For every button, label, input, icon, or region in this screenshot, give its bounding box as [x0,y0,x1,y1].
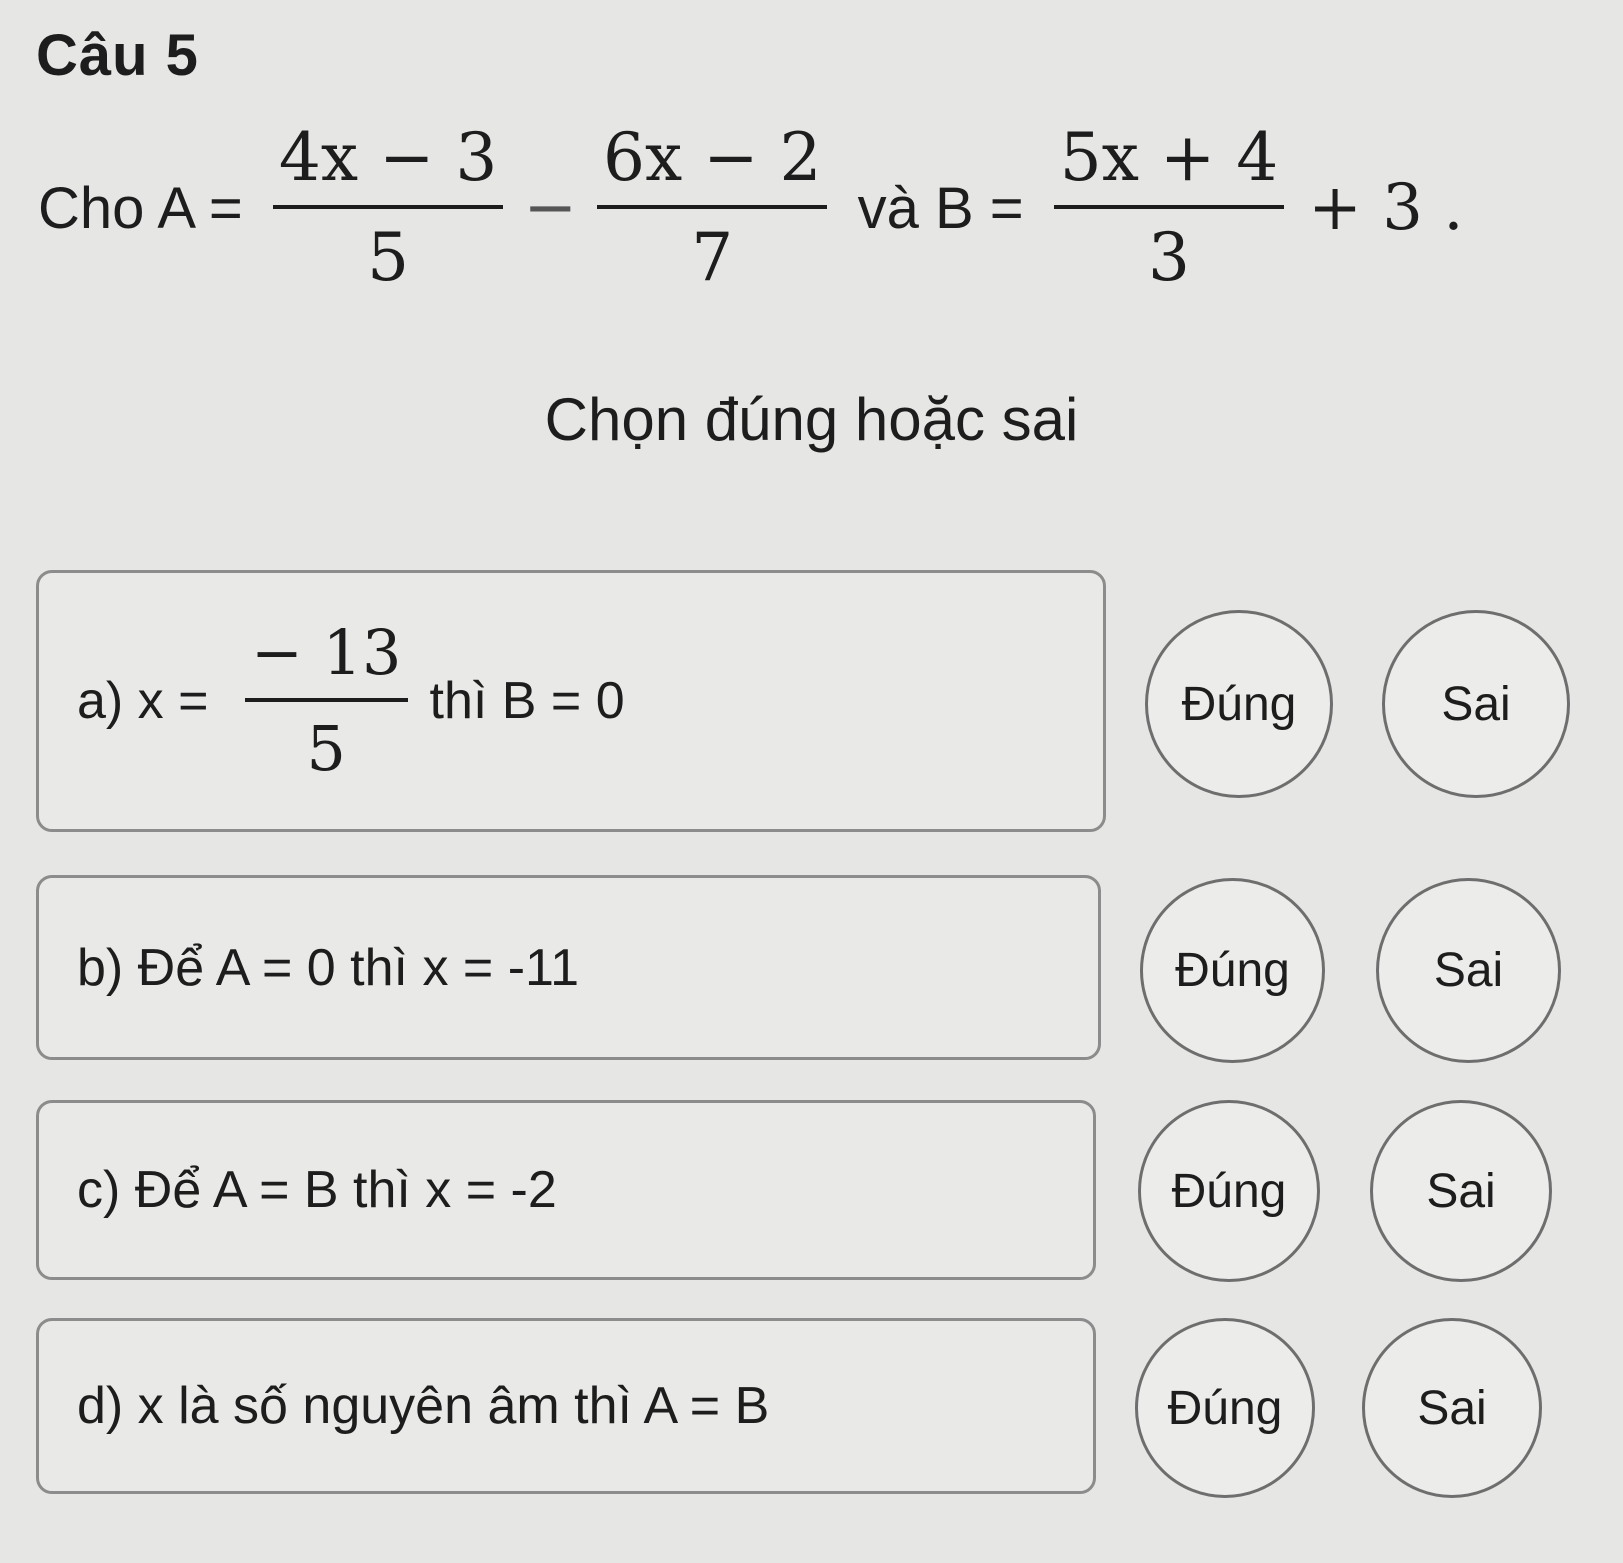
statement-d-text: d) x là số nguyên âm thì A = B [77,1377,770,1435]
fraction-bar [245,698,408,702]
fraction-denominator: 5 [306,712,346,785]
and-b-text: và B = [841,175,1040,241]
statement-a-prefix: a) x = [77,672,223,730]
fraction-denominator: 7 [691,219,734,296]
statement-c-false-button[interactable]: Sai [1370,1100,1552,1282]
minus-operator: − [523,171,577,245]
statement-a-suffix: thì B = 0 [429,672,625,730]
fraction-numerator: 5x + 4 [1059,119,1279,196]
statement-b-box [36,875,1101,1060]
statement-a-true-button[interactable]: Đúng [1145,610,1333,798]
problem-statement [38,108,1598,308]
fraction-bar [1054,205,1284,209]
fraction-denominator: 3 [1147,219,1190,296]
plus-three-text: + 3 . [1308,171,1464,245]
statement-b-false-button[interactable]: Sai [1376,878,1561,1063]
statement-c-true-button[interactable]: Đúng [1138,1100,1320,1282]
fraction-numerator: − 13 [250,616,402,689]
question-title: Câu 5 [36,23,199,88]
fraction-bar [597,205,827,209]
fraction-numerator: 6x − 2 [603,119,822,196]
fraction-a-term2 [597,119,827,296]
statement-a-box [36,570,1106,832]
statement-a-fraction [245,616,408,785]
fraction-bar [273,205,503,209]
statement-d-false-button[interactable]: Sai [1362,1318,1542,1498]
statement-c-text: c) Để A = B thì x = -2 [77,1161,557,1219]
statement-b-true-button[interactable]: Đúng [1140,878,1325,1063]
statement-d-box [36,1318,1096,1494]
instruction-text: Chọn đúng hoặc sai [544,386,1079,453]
statement-b-text: b) Để A = 0 thì x = -11 [77,938,579,997]
problem-intro-text: Cho A = [38,175,259,241]
fraction-numerator: 4x − 3 [278,119,498,196]
fraction-a-term1 [273,119,503,296]
statement-d-true-button[interactable]: Đúng [1135,1318,1315,1498]
statement-c-box [36,1100,1096,1280]
fraction-b-term [1054,119,1284,296]
fraction-denominator: 5 [367,219,410,296]
statement-a-false-button[interactable]: Sai [1382,610,1570,798]
